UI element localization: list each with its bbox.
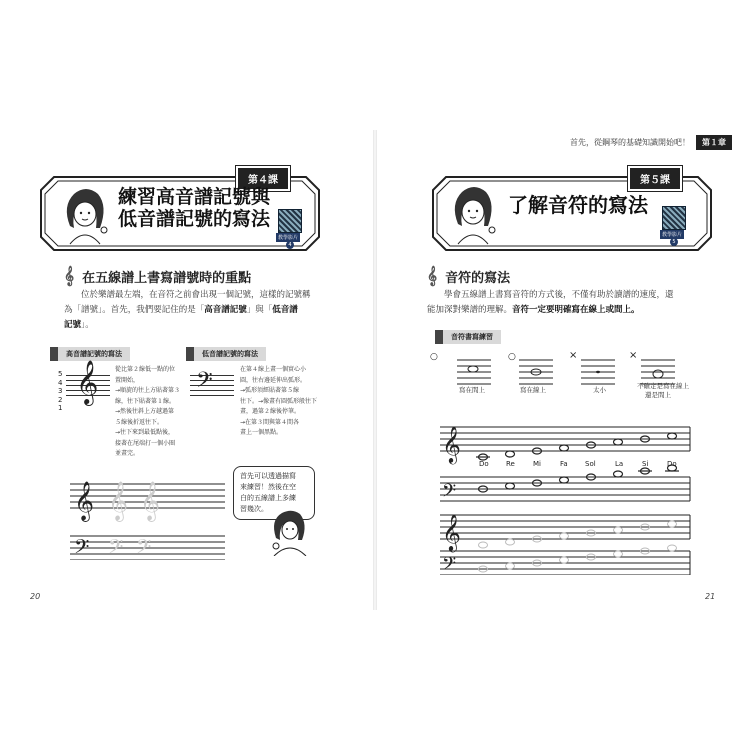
left-section-title bbox=[64, 266, 251, 286]
left-para-end: 」。 bbox=[81, 320, 94, 330]
left-para-line2 bbox=[64, 303, 329, 318]
right-page bbox=[375, 0, 750, 750]
left-section-title-text: 在五線譜上書寫譜號時的重點 bbox=[82, 270, 252, 286]
note-too-small bbox=[596, 371, 600, 373]
lesson-5-banner bbox=[432, 176, 712, 251]
lesson-4-tab: 第４課 bbox=[236, 166, 290, 191]
treble-desc-0: 從比第２線低一點的位 bbox=[115, 366, 176, 373]
bass-desc-1: 圓，往右邊延伸出弧形。 bbox=[240, 376, 307, 384]
note-ambiguous bbox=[653, 370, 663, 378]
bubble-line-1: 來練習！然後在空 bbox=[240, 483, 296, 491]
lesson-4-title-line1: 練習高音譜記號與 bbox=[118, 186, 271, 208]
left-para-line2-text: 為「譜號」。首先，我們要記住的是「 bbox=[64, 305, 205, 315]
qr-video-label: 教學影片 bbox=[278, 235, 299, 241]
label-ambiguous-1: 不確定是寫在線上 bbox=[637, 382, 689, 390]
note-name-do-high: Do bbox=[667, 460, 677, 468]
right-para-line2 bbox=[427, 303, 712, 318]
bass-clef-scale-icon: 𝄢 bbox=[442, 481, 457, 506]
bold-bass-cont: 記號 bbox=[64, 320, 82, 330]
treble-desc-1: 置開始， bbox=[115, 376, 140, 384]
left-page-number: 20 bbox=[30, 592, 41, 601]
right-para-line2-plain: 能加深對樂譜的理解。 bbox=[427, 305, 513, 315]
bass-desc-2: →弧形須經貼著第５線 bbox=[240, 387, 300, 394]
note-name-re: Re bbox=[506, 460, 515, 468]
note-name-mi: Mi bbox=[533, 460, 541, 468]
treble-desc-7: 接著在尾端打一個小圈 bbox=[115, 439, 176, 447]
left-para-line1: 位於樂譜最左端，在音符之前會出現一個記號，這樣的記號稱 bbox=[81, 290, 311, 300]
treble-desc-3: 線，往下貼著第１線。 bbox=[115, 397, 176, 405]
bold-treble: 高音譜記號 bbox=[204, 305, 247, 315]
right-para-line2-bold: 音符一定要明確寫在線上或間上。 bbox=[512, 305, 640, 315]
lesson-5-title: 了解音符的寫法 bbox=[508, 193, 648, 217]
treble-description bbox=[115, 365, 190, 460]
line-num-2: 2 bbox=[58, 395, 63, 404]
note-name-la: La bbox=[615, 460, 624, 468]
lesson-4-title bbox=[118, 186, 270, 231]
qr-video-number-5: 5 bbox=[670, 238, 678, 246]
chapter-badge: 第１章 bbox=[696, 135, 732, 150]
right-intro-paragraph bbox=[427, 288, 712, 318]
treble-desc-8: 並畫完。 bbox=[115, 450, 140, 457]
label-ambiguous-2: 還是間上 bbox=[645, 391, 671, 399]
note-name-si: Si bbox=[642, 460, 649, 468]
treble-desc-6: →往下來到最低點後， bbox=[115, 429, 175, 436]
treble-line-numbers bbox=[58, 372, 62, 415]
bass-clef-practice-icon: 𝄢 bbox=[442, 554, 457, 575]
right-section-title-text: 音符的寫法 bbox=[445, 270, 511, 286]
treble-clef-dotted-icon-2: 𝄞 bbox=[140, 481, 161, 521]
treble-subhead: 高音譜記號的寫法 bbox=[50, 347, 130, 361]
right-para-line1: 學會五線譜上書寫音符的方式後，不僅有助於讀譜的速度，還 bbox=[444, 290, 674, 300]
treble-clef-icon: 𝄞 bbox=[64, 266, 75, 286]
bass-desc-0: 在第４線上畫一個實心小 bbox=[240, 366, 307, 373]
line-num-4: 4 bbox=[58, 378, 63, 387]
bass-description bbox=[240, 365, 320, 439]
clef-tracing-staves bbox=[70, 478, 230, 560]
treble-desc-4: →然後往斜上方越過第 bbox=[115, 408, 175, 415]
mark-ng-1: × bbox=[569, 350, 578, 361]
note-name-sol: Sol bbox=[585, 460, 596, 468]
mark-ok-2: ○ bbox=[508, 352, 516, 362]
line-num-5: 5 bbox=[58, 370, 63, 378]
bass-subhead: 低音譜記號的寫法 bbox=[186, 347, 266, 361]
label-in-space: 寫在間上 bbox=[459, 386, 485, 394]
bold-bass: 低音譜 bbox=[272, 305, 298, 315]
treble-clef-scale-icon: 𝄞 bbox=[442, 425, 461, 463]
bass-clef-trace-icon: 𝄢 bbox=[74, 535, 90, 560]
treble-clef-icon-5: 𝄞 bbox=[427, 266, 438, 286]
note-name-fa: Fa bbox=[560, 460, 568, 468]
treble-desc-2: →順旋的往上方貼著第３ bbox=[115, 387, 181, 394]
line-num-3: 3 bbox=[58, 387, 63, 395]
practice-subhead: 音符書寫練習 bbox=[435, 330, 501, 344]
note-in-space bbox=[468, 366, 478, 372]
bass-clef-demo-icon: 𝄢 bbox=[196, 368, 213, 398]
left-para-line3 bbox=[64, 318, 329, 333]
bubble-line-0: 首先可以透過描寫 bbox=[240, 472, 296, 480]
treble-desc-5: ５線後折返往下。 bbox=[115, 418, 164, 426]
lesson-5-tab: 第５課 bbox=[628, 166, 682, 191]
bass-desc-4: 畫，過第２線後停筆。 bbox=[240, 408, 301, 415]
lesson-4-title-line2: 低音譜記號的寫法 bbox=[118, 208, 271, 231]
note-name-do: Do bbox=[479, 460, 489, 468]
left-intro-paragraph bbox=[64, 288, 329, 333]
bass-clef-dotted-icon: 𝄢 bbox=[108, 535, 124, 560]
qr-video-label-5: 教學影片 bbox=[662, 232, 683, 238]
scale-staves bbox=[440, 415, 700, 575]
bass-clef-dotted-icon-2: 𝄢 bbox=[136, 535, 152, 560]
left-para-mid: 」與「 bbox=[246, 305, 273, 315]
treble-clef-demo-icon: 𝄞 bbox=[76, 360, 99, 404]
girl-small-illustration bbox=[270, 508, 310, 556]
running-header-text: 首先，從鋼琴的基礎知識開始吧！ bbox=[570, 137, 690, 147]
label-on-line: 寫在線上 bbox=[520, 386, 546, 394]
qr-code-icon-5[interactable] bbox=[662, 206, 686, 230]
qr-video-number: 4 bbox=[286, 241, 294, 249]
bass-desc-3: 往下。→像畫有圓弧形般往下 bbox=[240, 397, 318, 405]
mark-ok-1: ○ bbox=[430, 352, 438, 362]
qr-code-icon[interactable] bbox=[278, 209, 302, 233]
bass-desc-6: 畫上一個黑點。 bbox=[240, 429, 283, 436]
lesson-4-banner bbox=[40, 176, 320, 251]
treble-clef-dotted-icon: 𝄞 bbox=[108, 481, 129, 521]
mark-ng-2: × bbox=[629, 350, 638, 361]
label-too-small: 太小 bbox=[593, 386, 606, 394]
right-page-number: 21 bbox=[705, 592, 716, 601]
right-section-title bbox=[427, 266, 510, 286]
bubble-line-3: 習幾次。 bbox=[240, 505, 268, 513]
bubble-line-2: 白的五線譜上多練 bbox=[240, 494, 296, 502]
treble-clef-practice-icon: 𝄞 bbox=[442, 513, 461, 551]
treble-clef-trace-icon: 𝄞 bbox=[74, 481, 95, 521]
bass-desc-5: →在第３間與第４間各 bbox=[240, 418, 300, 426]
line-num-1: 1 bbox=[58, 404, 63, 412]
